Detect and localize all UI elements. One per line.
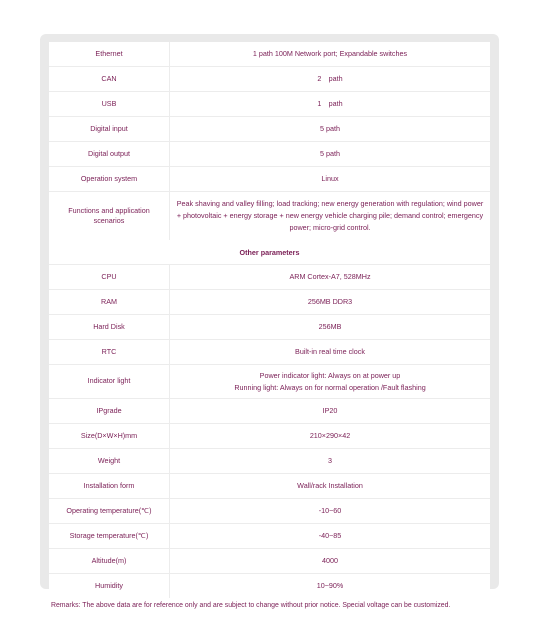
section-header (49, 240, 490, 265)
spec-row (49, 67, 490, 92)
spec-label: Functions and application scenarios (49, 192, 170, 240)
spec-value: Built-in real time clock (295, 347, 365, 357)
spec-value: -40~85 (318, 531, 342, 541)
spec-label: Indicator light (49, 365, 170, 398)
spec-card (40, 34, 499, 589)
spec-value: 5 path (320, 149, 340, 159)
spec-value: Wall/rack Installation (297, 481, 363, 491)
spec-label: RAM (49, 290, 170, 314)
spec-value: 3 (328, 456, 332, 466)
spec-value: -10~60 (318, 506, 342, 516)
spec-label: Digital input (49, 117, 170, 141)
spec-row (49, 117, 490, 142)
spec-row (49, 499, 490, 524)
spec-row (49, 42, 490, 67)
spec-label: Installation form (49, 474, 170, 498)
spec-rows-bottom (49, 265, 490, 598)
spec-label: Humidity (49, 574, 170, 598)
spec-label: USB (49, 92, 170, 116)
spec-value: 256MB DDR3 (307, 297, 353, 307)
spec-value: 2 path (317, 74, 343, 84)
spec-label: Weight (49, 449, 170, 473)
spec-row (49, 92, 490, 117)
spec-value: Power indicator light: Always on at power up Running light: Always on for normal operation /Fault flashing (234, 370, 426, 392)
spec-label: IPgrade (49, 399, 170, 423)
spec-row (49, 474, 490, 499)
spec-label: CAN (49, 67, 170, 91)
spec-row (49, 340, 490, 365)
spec-label: Hard Disk (49, 315, 170, 339)
spec-row (49, 290, 490, 315)
spec-value: 5 path (320, 124, 340, 134)
spec-value: Peak shaving and valley filling; load tracking; new energy generation with regulation; wind power + photovoltaic + energy storage + new energy vehicle charging pile; demand control; emergency power; micro-grid control. (176, 199, 484, 232)
remarks-text: Remarks: The above data are for reference only and are subject to change without prior notice. Special voltage can be customized. (51, 602, 451, 609)
spec-row (49, 574, 490, 598)
spec-row (49, 424, 490, 449)
spec-row (49, 365, 490, 399)
spec-label: Storage temperature(℃) (49, 524, 170, 548)
spec-label: Size(D×W×H)mm (49, 424, 170, 448)
spec-row (49, 142, 490, 167)
spec-label: CPU (49, 265, 170, 289)
spec-rows-top (49, 42, 490, 240)
spec-value: 10~90% (316, 581, 344, 591)
spec-row (49, 399, 490, 424)
spec-table (49, 42, 490, 598)
spec-value: 1 path (317, 99, 343, 109)
spec-row (49, 167, 490, 192)
spec-row (49, 524, 490, 549)
spec-value: 4000 (322, 556, 338, 566)
spec-row (49, 192, 490, 240)
spec-label: Altitude(m) (49, 549, 170, 573)
spec-value: 256MB (318, 322, 342, 332)
spec-value: 210×290×42 (309, 431, 351, 441)
spec-row (49, 549, 490, 574)
spec-row (49, 315, 490, 340)
section-title: Other parameters (239, 247, 300, 257)
spec-value: IP20 (322, 406, 338, 416)
spec-label: Operating temperature(℃) (49, 499, 170, 523)
spec-label: Operation system (49, 167, 170, 191)
spec-value: Linux (321, 174, 339, 184)
spec-value: 1 path 100M Network port; Expandable switches (252, 49, 408, 59)
spec-label: Digital output (49, 142, 170, 166)
spec-row (49, 449, 490, 474)
spec-row (49, 265, 490, 290)
spec-value: ARM Cortex-A7, 528MHz (289, 272, 371, 282)
spec-label: RTC (49, 340, 170, 364)
spec-label: Ethernet (49, 42, 170, 66)
